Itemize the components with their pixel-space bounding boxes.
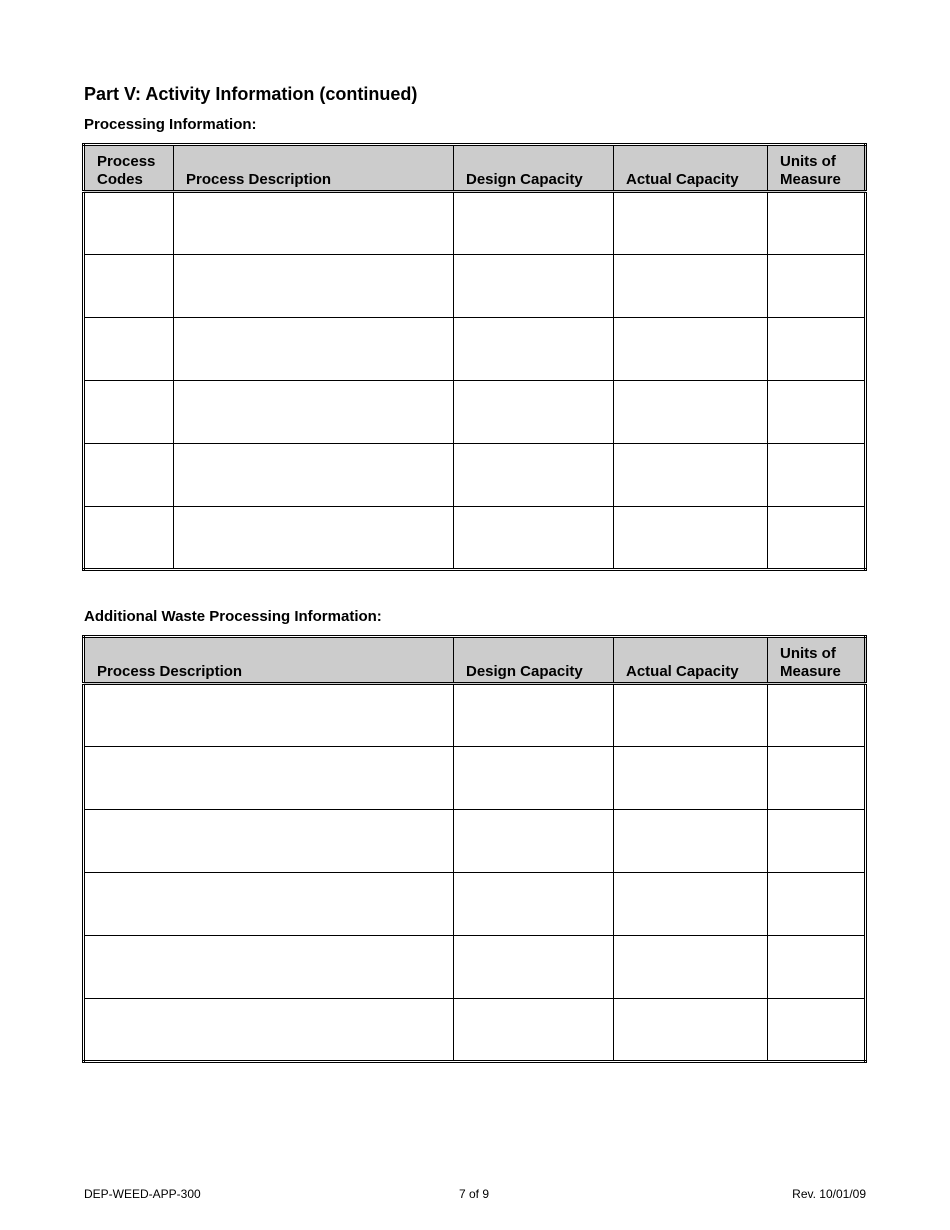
input-cell-actual-capacity[interactable] — [614, 507, 768, 570]
input-cell-units-of-measure[interactable] — [768, 810, 866, 873]
page-title: Part V: Activity Information (continued) — [84, 84, 418, 104]
input-cell-process-description[interactable] — [174, 444, 454, 507]
column-header-actual-capacity: Actual Capacity — [614, 145, 768, 192]
input-cell-actual-capacity[interactable] — [614, 747, 768, 810]
input-cell-actual-capacity[interactable] — [614, 192, 768, 255]
table-row — [84, 747, 866, 810]
input-cell-actual-capacity[interactable] — [614, 936, 768, 999]
additional-waste-processing-table — [82, 635, 867, 1063]
input-cell-process-description[interactable] — [84, 873, 454, 936]
table-row — [84, 684, 866, 747]
input-cell-actual-capacity[interactable] — [614, 999, 768, 1062]
input-cell-process-codes[interactable] — [84, 444, 174, 507]
input-cell-process-description[interactable] — [174, 255, 454, 318]
form-id: DEP-WEED-APP-300 — [84, 1187, 201, 1201]
input-cell-units-of-measure[interactable] — [768, 255, 866, 318]
input-cell-process-description[interactable] — [174, 192, 454, 255]
input-cell-design-capacity[interactable] — [454, 318, 614, 381]
input-cell-design-capacity[interactable] — [454, 255, 614, 318]
input-cell-actual-capacity[interactable] — [614, 873, 768, 936]
input-cell-units-of-measure[interactable] — [768, 318, 866, 381]
input-cell-design-capacity[interactable] — [454, 747, 614, 810]
input-cell-process-codes[interactable] — [84, 255, 174, 318]
input-cell-design-capacity[interactable] — [454, 873, 614, 936]
input-cell-design-capacity[interactable] — [454, 444, 614, 507]
input-cell-units-of-measure[interactable] — [768, 444, 866, 507]
table-row — [84, 444, 866, 507]
additional-waste-processing-label: Additional Waste Processing Information: — [84, 608, 382, 625]
input-cell-design-capacity[interactable] — [454, 192, 614, 255]
input-cell-units-of-measure[interactable] — [768, 684, 866, 747]
input-cell-actual-capacity[interactable] — [614, 318, 768, 381]
input-cell-process-description[interactable] — [84, 999, 454, 1062]
input-cell-process-codes[interactable] — [84, 507, 174, 570]
input-cell-units-of-measure[interactable] — [768, 507, 866, 570]
table-row — [84, 255, 866, 318]
input-cell-actual-capacity[interactable] — [614, 444, 768, 507]
column-header-process-description: Process Description — [174, 145, 454, 192]
input-cell-process-description[interactable] — [174, 318, 454, 381]
column-header-design-capacity: Design Capacity — [454, 145, 614, 192]
input-cell-process-description[interactable] — [84, 936, 454, 999]
table-row — [84, 318, 866, 381]
table-row — [84, 873, 866, 936]
input-cell-units-of-measure[interactable] — [768, 999, 866, 1062]
table-header-row — [84, 637, 866, 684]
processing-information-label: Processing Information: — [84, 116, 257, 133]
input-cell-design-capacity[interactable] — [454, 381, 614, 444]
table-header-row — [84, 145, 866, 192]
input-cell-process-description[interactable] — [174, 381, 454, 444]
column-header-design-capacity: Design Capacity — [454, 637, 614, 684]
input-cell-design-capacity[interactable] — [454, 810, 614, 873]
input-cell-actual-capacity[interactable] — [614, 684, 768, 747]
input-cell-process-description[interactable] — [174, 507, 454, 570]
page-number: 7 of 9 — [459, 1187, 490, 1201]
processing-information-table — [82, 143, 867, 571]
input-cell-design-capacity[interactable] — [454, 936, 614, 999]
input-cell-process-description[interactable] — [84, 747, 454, 810]
column-header-units-of-measure: Units of Measure — [768, 637, 866, 684]
table-row — [84, 507, 866, 570]
input-cell-process-description[interactable] — [84, 684, 454, 747]
input-cell-process-description[interactable] — [84, 810, 454, 873]
input-cell-design-capacity[interactable] — [454, 507, 614, 570]
column-header-actual-capacity: Actual Capacity — [614, 637, 768, 684]
table-row — [84, 810, 866, 873]
input-cell-units-of-measure[interactable] — [768, 192, 866, 255]
input-cell-process-codes[interactable] — [84, 381, 174, 444]
revision-date: Rev. 10/01/09 — [792, 1187, 866, 1201]
table-row — [84, 381, 866, 444]
table-row — [84, 192, 866, 255]
input-cell-units-of-measure[interactable] — [768, 873, 866, 936]
input-cell-actual-capacity[interactable] — [614, 255, 768, 318]
table-row — [84, 999, 866, 1062]
column-header-units-of-measure: Units of Measure — [768, 145, 866, 192]
input-cell-units-of-measure[interactable] — [768, 747, 866, 810]
input-cell-units-of-measure[interactable] — [768, 936, 866, 999]
input-cell-actual-capacity[interactable] — [614, 381, 768, 444]
input-cell-process-codes[interactable] — [84, 192, 174, 255]
input-cell-process-codes[interactable] — [84, 318, 174, 381]
column-header-process-description: Process Description — [84, 637, 454, 684]
input-cell-units-of-measure[interactable] — [768, 381, 866, 444]
column-header-process-codes: Process Codes — [84, 145, 174, 192]
input-cell-actual-capacity[interactable] — [614, 810, 768, 873]
input-cell-design-capacity[interactable] — [454, 684, 614, 747]
input-cell-design-capacity[interactable] — [454, 999, 614, 1062]
table-row — [84, 936, 866, 999]
